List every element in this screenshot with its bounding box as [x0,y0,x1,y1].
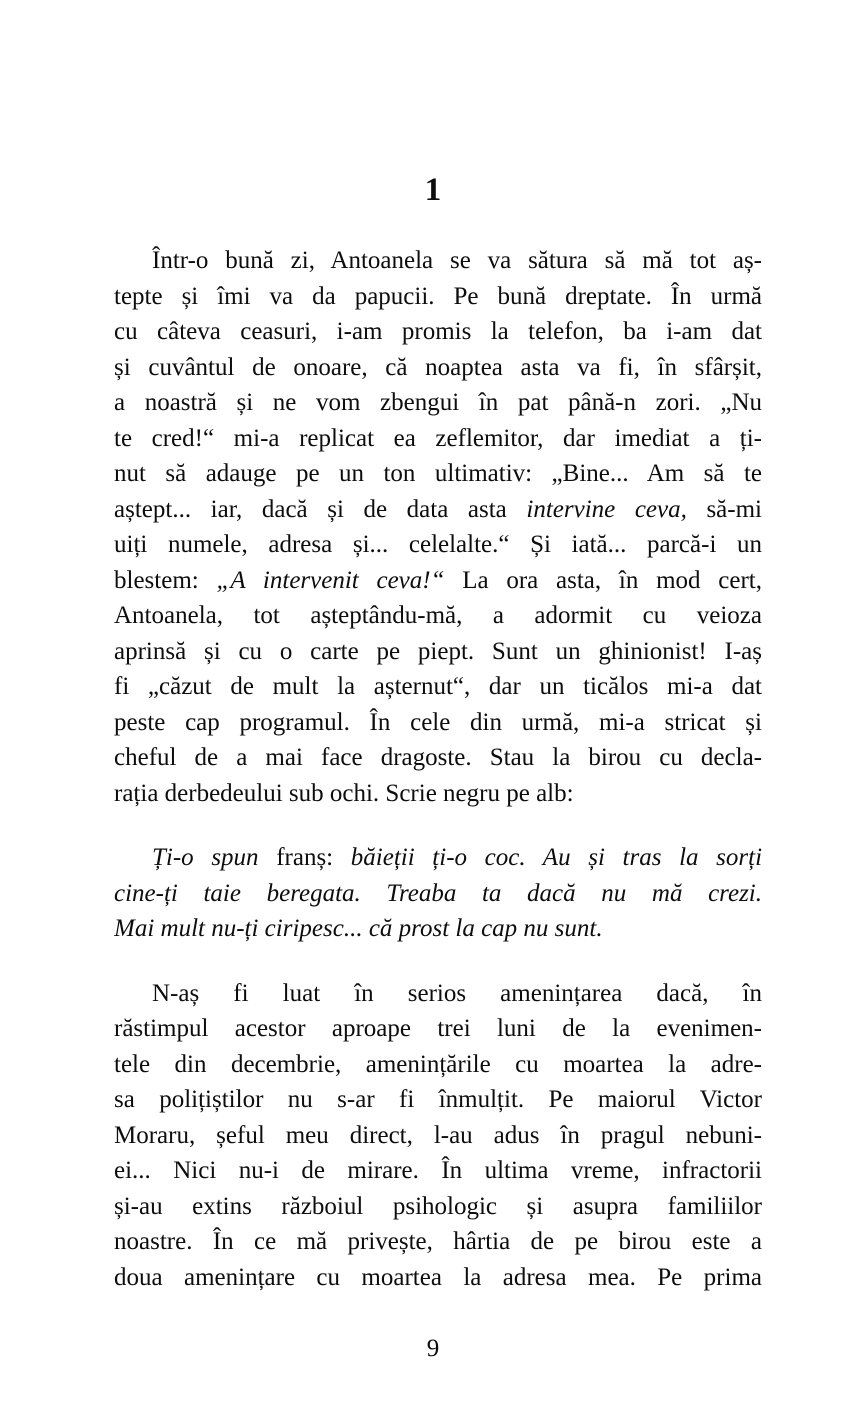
text-line: peste cap programul. În cele din urmă, mi-a stricat și [114,708,762,736]
text-line: N-aș fi luat în serios amenințarea dacă, în [152,979,762,1007]
text-line: și-au extins războiul psihologic și asupra familiilor [114,1192,762,1220]
paragraph [114,243,762,811]
text-line: cheful de a mai face dragoste. Stau la birou cu decla- [114,744,762,771]
text-line: rația derbedeului sub ochi. Scrie negru pe alb: [114,779,574,807]
text-line: aprinsă și cu o carte pe piept. Sunt un ghinionist! I-aș [114,637,762,665]
text-line: Antoanela, tot așteptându-mă, a adormit cu veioza [114,602,762,629]
text-line: tepte și îmi va da papucii. Pe bună dreptate. În urmă [114,282,762,310]
page-number: 9 [426,1335,440,1362]
body-text [114,243,762,1295]
text-line: uiți numele, adresa și... celelalte.“ Și iată... parcă-i un [114,531,762,558]
text-line: noastre. În ce mă privește, hârtia de pe birou este a [114,1228,762,1255]
text-line: ei... Nici nu-i de mirare. În ultima vreme, infractorii [114,1157,762,1184]
paragraph [114,840,762,947]
text-line: Ți-o spun franș: băieții ți-o coc. Au și tras la sorți [152,844,762,871]
text-line: a noastră și ne vom zbengui în pat până-n zori. „Nu [114,389,762,416]
text-line: Mai mult nu-ți ciripesc... că prost la cap nu sunt. [114,915,603,942]
text-line: cine-ți taie beregata. Treaba ta dacă nu mă crezi. [114,879,762,907]
text-line: și cuvântul de onoare, că noaptea asta va fi, în sfârșit, [114,353,762,381]
chapter-number: 1 [424,172,442,208]
text-line: răstimpul acestor aproape trei luni de la evenimen- [114,1015,762,1042]
text-line: sa polițiștilor nu s-ar fi înmulțit. Pe maiorul Victor [114,1086,762,1113]
text-line: blestem: „A intervenit ceva!“ La ora asta, în mod cert, [114,566,762,594]
text-line: aștept... iar, dacă și de data asta intervine ceva, să-mi [114,495,762,523]
text-line: cu câteva ceasuri, i-am promis la telefon, ba i-am dat [114,318,762,345]
text-line: Într-o bună zi, Antoanela se va sătura să mă tot aș- [152,247,762,274]
paragraph [114,976,762,1296]
text-line: doua amenințare cu moartea la adresa mea. Pe prima [114,1263,762,1291]
text-line: nut să adauge pe un ton ultimativ: „Bine... Am să te [114,460,762,487]
text-line: fi „căzut de mult la așternut“, dar un ticălos mi-a dat [114,673,762,700]
text-line: Moraru, șeful meu direct, l-au adus în pragul nebuni- [114,1121,762,1149]
text-line: te cred!“ mi-a replicat ea zeflemitor, dar imediat a ți- [114,424,762,452]
text-line: tele din decembrie, amenințările cu moartea la adre- [114,1050,762,1078]
